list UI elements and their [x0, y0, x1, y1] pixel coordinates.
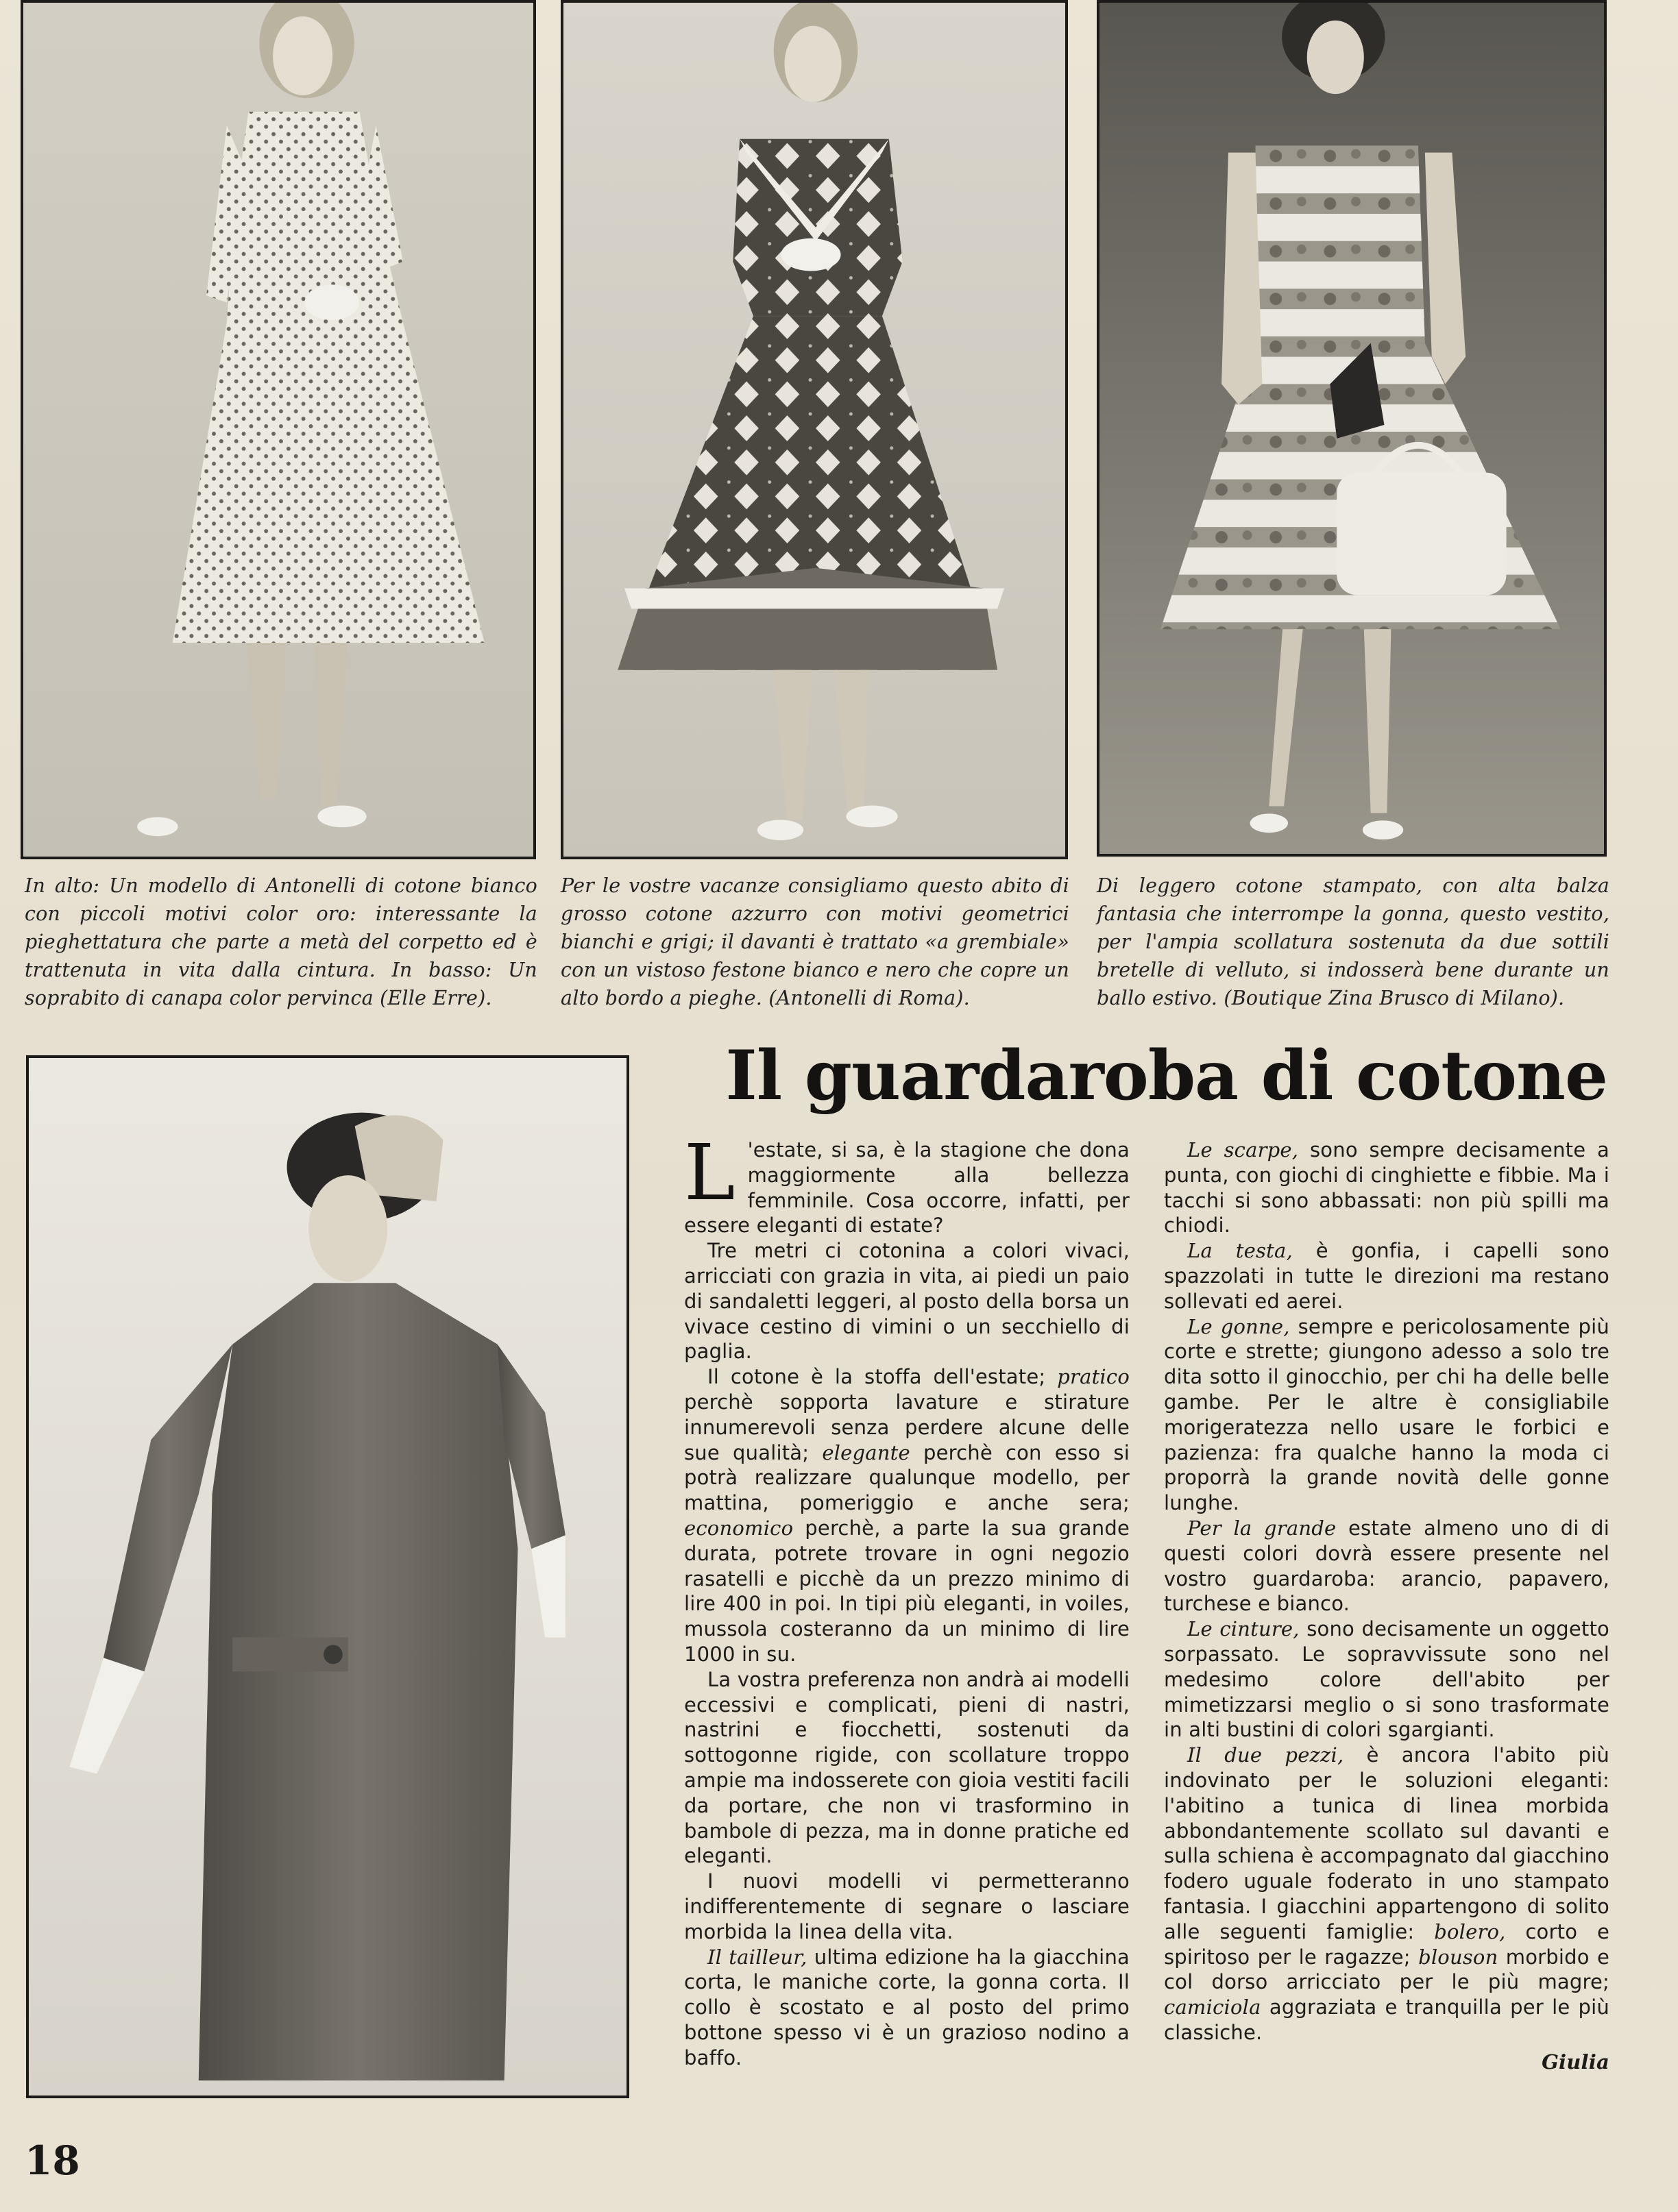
article-paragraph: Le gonne, sempre e pericolosamente più corte e strette; giungono adesso a solo tre dita sotto il ginocchio, per chi ha delle belle gambe. Per le altre è consigliabile morigeratezza nello usare le forbici e pazienza: fra qualche hanno la moda ci proporrà la grande novità delle gonne lunghe. [1164, 1314, 1609, 1515]
article-headline: Il guardaroba di cotone [725, 1036, 1607, 1116]
article-paragraph: Tre metri ci cotonina a colori vivaci, arricciati con grazia in vita, ai piedi un paio di sandaletti leggeri, al posto della borsa un vivace cestino di vimini o un secchiello di paglia. [684, 1239, 1130, 1364]
article-paragraph: Per la grande estate almeno uno di di questi colori dovrà essere presente nel vostro guardaroba: arancio, papavero, turchese e bianco. [1164, 1516, 1610, 1616]
article-paragraph: Le scarpe, sono sempre decisamente a punta, con giochi di cinghiette e fibbie. Ma i tacchi si sono abbassati: non più spilli ma chiodi. [1164, 1138, 1610, 1238]
photo-floral-dress [1097, 0, 1607, 857]
article-paragraph: La testa, è gonfia, i capelli sono spazzolati in tutte le direzioni ma restano sollevati ed aerei. [1164, 1239, 1609, 1313]
photo-caption-3: Di leggero cotone stampato, con alta balza fantasia che interrompe la gonna, questo vestito, per l'ampia scollatura sostenuta da due sottili bretelle di velluto, si indosserà bene durante un ballo estivo. (Boutique Zina Brusco di Milano). [1097, 874, 1609, 1009]
page-number: 18 [25, 2137, 80, 2184]
photo-geometric-dress [561, 0, 1068, 859]
photo-caption-1: In alto: Un modello di Antonelli di cotone bianco con piccoli motivi color oro: interessante la pieghettatura che parte a metà del corpetto ed è trattenuta in vita dalla cintura. In basso: Un soprabito di canapa color pervinca (Elle Erre). [25, 874, 537, 1009]
article-column-right [1164, 1138, 1609, 2111]
photo-coat [26, 1055, 629, 2098]
article-paragraph: Il tailleur, ultima edizione ha la giacchina corta, le maniche corte, la gonna corta. Il collo è scostato e al posto del primo bottone spesso vi è un grazioso nodino a baffo. [684, 1945, 1130, 2069]
article-paragraph: L 'estate, si sa, è la stagione che dona maggiormente alla bellezza femminile. Cosa occorre, infatti, per essere eleganti di estate? [684, 1129, 1130, 1238]
author-signature: Giulia [1542, 2050, 1609, 2074]
article-column-left [684, 1129, 1130, 2111]
article-paragraph: Il due pezzi, è ancora l'abito più indovinato per le soluzioni eleganti: l'abitino a tunica di linea morbida abbondantemente scollato sul davanti e sulla schiena è accompagnato dal giacchino fodero uguale foderato in uno stampato fantasia. I giacchini appartengono di solito alle seguenti famiglie: bolero, corto e spiritoso per le ragazze; blouson morbido e col dorso arricciato per le più magre; camiciola aggraziata e tranquilla per le più classiche. [1164, 1743, 1610, 2044]
article-paragraph: La vostra preferenza non andrà ai modelli eccessivi e complicati, pieni di nastri, nastrini e fiocchetti, sostenuti da sottogonne rigide, con scollature troppo ampie ma indosserete con gioia vestiti facili da portare, che non vi trasformino in bambole di pezza, ma in donne pratiche ed eleganti. [684, 1667, 1130, 1868]
article-paragraph: I nuovi modelli vi permetteranno indifferentemente di segnare o lasciare morbida la linea della vita. [684, 1869, 1130, 1943]
article-paragraph: Le cinture, sono decisamente un oggetto sorpassato. Le sopravvissute sono nel medesimo colore dell'abito per mimetizzarsi meglio o si sono trasformate in alti bustini di colori sgargianti. [1164, 1617, 1609, 1742]
photo-caption-2: Per le vostre vacanze consigliamo questo abito di grosso cotone azzurro con motivi geometrici bianchi e grigi; il davanti è trattato «a grembiale» con un vistoso festone bianco e nero che copre un alto bordo a pieghe. (Antonelli di Roma). [561, 874, 1069, 1009]
article-paragraph: Il cotone è la stoffa dell'estate; pratico perchè sopporta lavature e stirature innumerevoli senza perdere alcune delle sue qualità; elegante perchè con esso si potrà realizzare qualunque modello, per mattina, pomeriggio e anche sera; economico perchè, a parte la sua grande durata, potrete trovare in ogni negozio rasatelli e picchè da un prezzo minimo di lire 400 in poi. In tipi più eleganti, in voiles, mussola costeranno da un minimo di lire 1000 in su. [684, 1365, 1130, 1666]
drop-cap: L [684, 1129, 735, 1218]
photo-polka-dot-dress [21, 0, 536, 859]
